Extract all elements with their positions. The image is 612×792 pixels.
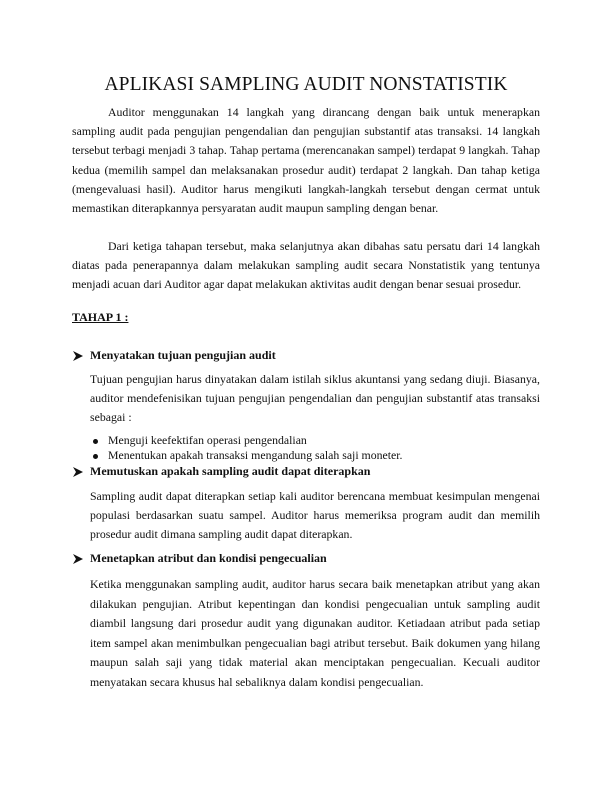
tahap-heading: TAHAP 1 : [72, 310, 129, 324]
page-title: APLIKASI SAMPLING AUDIT NONSTATISTIK [104, 74, 508, 95]
arrow-bullet-icon [72, 350, 84, 362]
section-heading-2 [90, 464, 370, 479]
section-heading-3-text: Menetapkan atribut dan kondisi pengecualian [90, 551, 327, 565]
intro-paragraph-1: Auditor menggunakan 14 langkah yang dirancang dengan baik untuk menerapkan sampling audit pada pengujian pengendalian dan pengujian substantif atas transaksi. 14 langkah tersebut terbagi menjadi 3 tahap. Tahap pertama (merencanakan sampel) terdapat 9 langkah. Tahap kedua (memilih sampel dan melaksanakan prosedur audit) terdapat 2 langkah. Dan tahap ketiga (mengevaluasi hasil). Auditor harus mengikuti langkah-langkah tersebut dengan cermat untuk memastikan diterapkannya persyaratan audit maupun sampling dengan benar. [72, 105, 540, 216]
section-heading-2-text: Memutuskan apakah sampling audit dapat diterapkan [90, 464, 371, 478]
arrow-bullet-icon [72, 466, 84, 478]
bullet-list [108, 433, 403, 464]
section-heading-3 [90, 551, 327, 566]
list-item-text: Menguji keefektifan operasi pengendalian [108, 433, 307, 447]
section-body-1: Tujuan pengujian harus dinyatakan dalam istilah siklus akuntansi yang sedang diuji. Biasanya, auditor mendefenisikan tujuan pengujian pengendalian dan pengujian substantif atas transaksi sebagai : [90, 372, 540, 425]
section-body-2: Sampling audit dapat diterapkan setiap kali auditor berencana membuat kesimpulan mengenai populasi berdasarkan suatu sampel. Auditor harus memeriksa program audit dan memilih prosedur audit dimana sampling audit dapat diterapkan. [90, 489, 540, 542]
list-item [108, 448, 403, 463]
section-body-3: Ketika menggunakan sampling audit, auditor harus secara baik menetapkan atribut yang akan dilakukan pengujian. Atribut kepentingan dan kondisi pengecualian untuk sampling audit diambil langsung dari prosedur audit yang digunakan auditor. Ketiadaan atribut pada setiap item sampel akan menimbulkan pengecualian bagi atribut tersebut. Baik dokumen yang hilang maupun salah saji yang tidak material akan menciptakan pengecualian. Kecuali auditor menyatakan secara khusus hal sebaliknya dalam kondisi pengecualian. [90, 577, 540, 689]
bullet-dot-icon [93, 454, 98, 459]
list-item-text: Menentukan apakah transaksi mengandung salah saji moneter. [108, 448, 403, 463]
intro-paragraph-2: Dari ketiga tahapan tersebut, maka selanjutnya akan dibahas satu persatu dari 14 langkah diatas pada penerapannya dalam melakukan sampling audit secara Nonstatistik yang tentunya menjadi acuan dari Auditor agar dapat melakukan aktivitas audit dengan benar sesuai prosedur. [72, 239, 540, 292]
section-heading-1-text: Menyatakan tujuan pengujian audit [90, 348, 276, 362]
bullet-dot-icon [93, 439, 98, 444]
list-item [108, 433, 403, 448]
arrow-bullet-icon [72, 553, 84, 565]
section-heading-1 [90, 348, 276, 363]
